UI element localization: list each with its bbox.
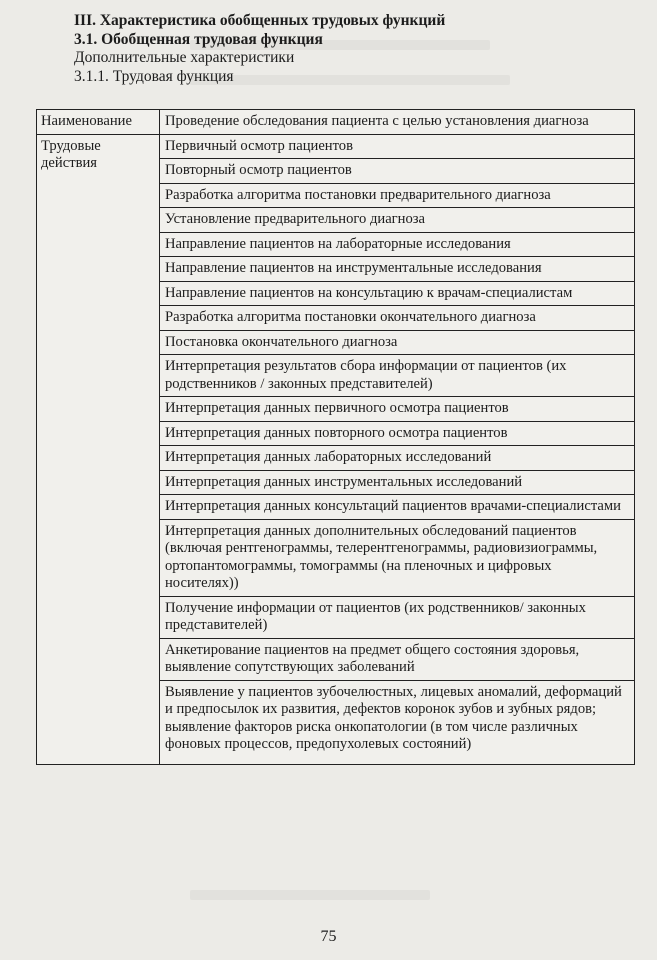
action-cell: Выявление у пациентов зубочелюстных, лицевых аномалий, деформаций и предпосылок их развития, дефектов коронок зубов и зубных рядов; выявление факторов риска онкопатологии (в том числе различных фоновых процессов, предопухолевых состояний) <box>160 680 635 764</box>
section-heading <box>74 12 634 86</box>
action-cell: Интерпретация данных первичного осмотра пациентов <box>160 397 635 422</box>
action-cell: Получение информации от пациентов (их родственников/ законных представителей) <box>160 596 635 638</box>
additional-characteristics: Дополнительные характеристики <box>74 49 295 66</box>
name-label-cell: Наименование <box>37 110 160 135</box>
section-title: III. Характеристика обобщенных трудовых функций <box>74 12 446 29</box>
action-cell: Разработка алгоритма постановки окончательного диагноза <box>160 306 635 331</box>
action-cell: Постановка окончательного диагноза <box>160 330 635 355</box>
action-cell: Интерпретация данных лабораторных исследований <box>160 446 635 471</box>
action-cell: Интерпретация данных повторного осмотра пациентов <box>160 421 635 446</box>
labor-function-number: 3.1.1. Трудовая функция <box>74 67 234 85</box>
action-cell: Разработка алгоритма постановки предварительного диагноза <box>160 183 635 208</box>
action-cell: Анкетирование пациентов на предмет общего состояния здоровья, выявление сопутствующих заболеваний <box>160 638 635 680</box>
labor-function-table <box>36 109 635 765</box>
name-value-cell: Проведение обследования пациента с целью установления диагноза <box>160 110 635 135</box>
page-number: 75 <box>320 928 337 945</box>
action-cell: Установление предварительного диагноза <box>160 208 635 233</box>
action-cell: Повторный осмотр пациентов <box>160 159 635 184</box>
action-cell: Интерпретация данных консультаций пациентов врачами-специалистами <box>160 495 635 520</box>
action-cell: Направление пациентов на консультацию к врачам-специалистам <box>160 281 635 306</box>
action-cell: Направление пациентов на инструментальные исследования <box>160 257 635 282</box>
subsection-title: 3.1. Обобщенная трудовая функция <box>74 30 323 48</box>
action-cell: Интерпретация данных дополнительных обследований пациентов (включая рентгенограммы, телерентгенограммы, радиовизиограммы, ортопантомограммы, томограммы (на пленочных и цифровых носителях)) <box>160 519 635 596</box>
actions-label-cell: Трудовые действия <box>37 134 160 764</box>
action-cell: Первичный осмотр пациентов <box>160 134 635 159</box>
table-row-name <box>37 110 635 135</box>
action-cell: Интерпретация данных инструментальных исследований <box>160 470 635 495</box>
action-cell: Интерпретация результатов сбора информации от пациентов (их родственников / законных представителей) <box>160 355 635 397</box>
action-cell: Направление пациентов на лабораторные исследования <box>160 232 635 257</box>
table-row <box>37 134 635 159</box>
